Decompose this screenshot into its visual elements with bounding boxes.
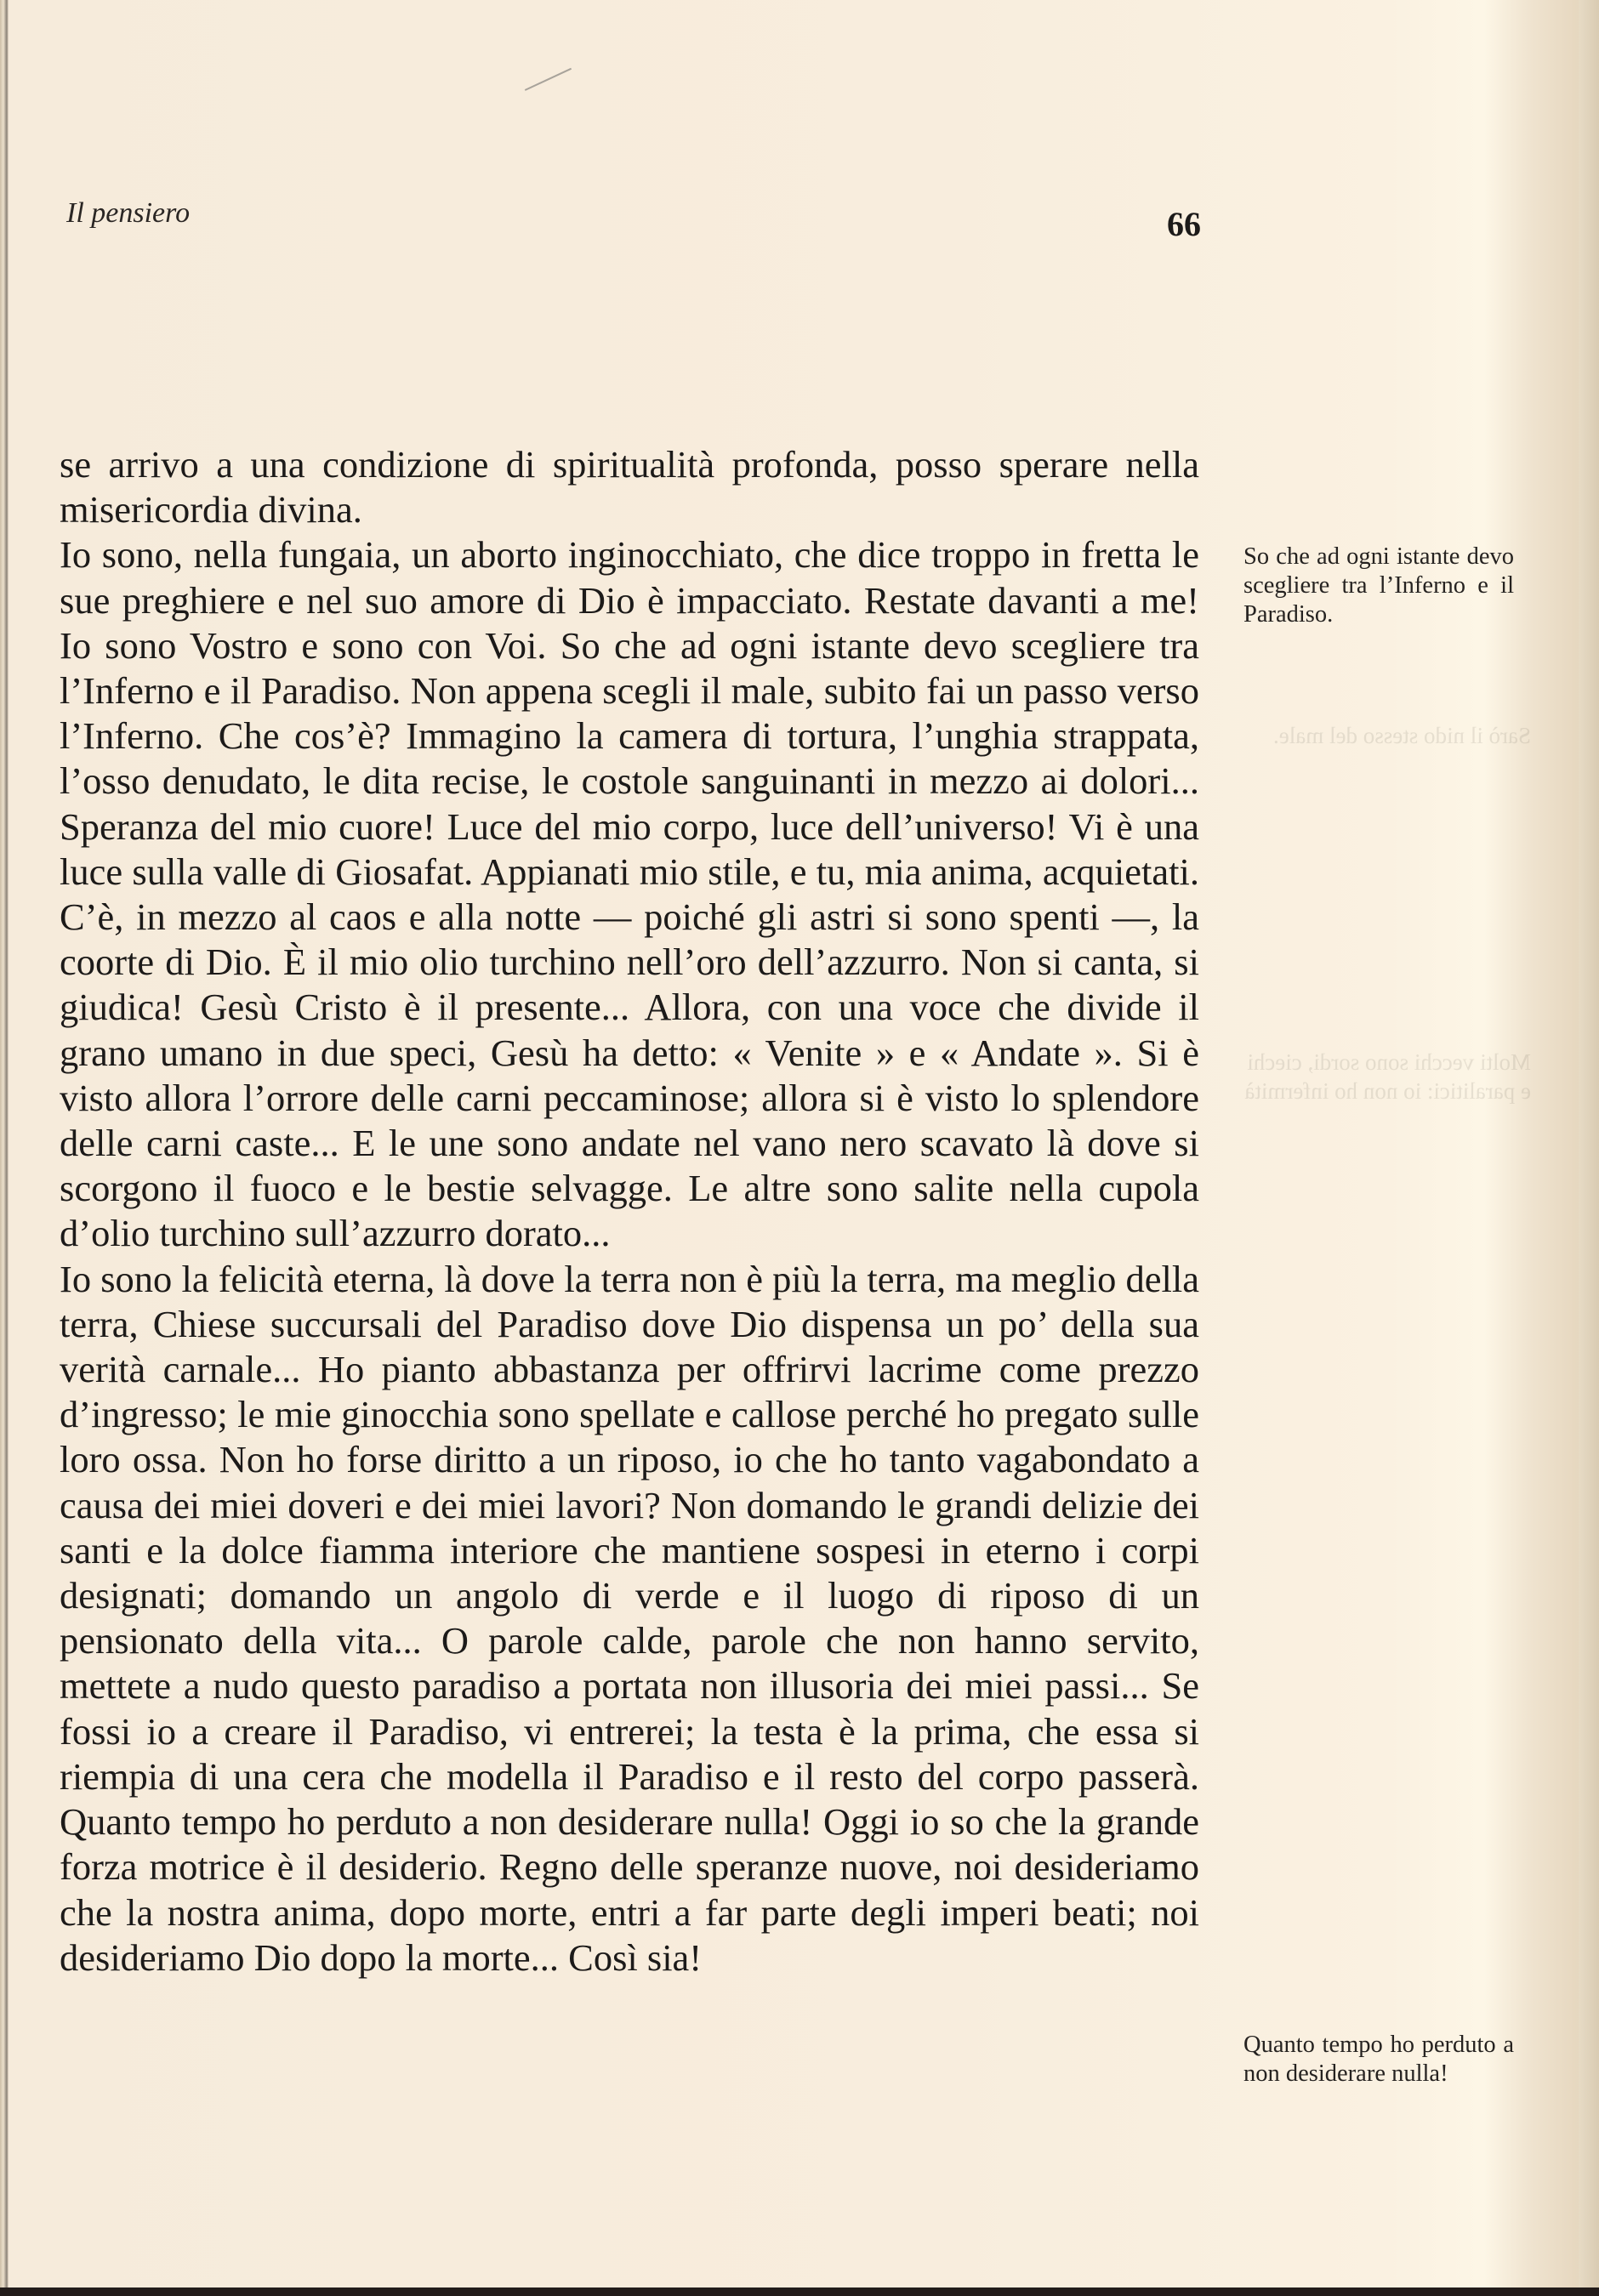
running-head: Il pensiero	[66, 197, 191, 229]
show-through-text: Molti vecchi sono sordi, ciechi e paralitici: io non ho infermità	[1244, 1049, 1531, 1104]
page-number: 66	[1167, 205, 1201, 243]
paragraph: Io sono la felicità eterna, là dove la terra non è più la terra, ma meglio della terra, Chiese succursali del Paradiso dove Dio dispensa un po’ della sua verità carnale... Ho pianto abbastanza per offrirvi lacrime come prezzo d’ingresso; le mie ginocchia sono spellate e callose perché ho pregato sulle loro ossa. Non ho forse diritto a un riposo, io che ho tanto vagabondato a causa dei miei doveri e dei miei lavori? Non domando le grandi delizie dei santi e la dolce fiamma interiore che mantiene sospesi in eterno i corpi designati; domando un angolo di verde e il luogo di riposo di un pensionato della vita... O parole calde, parole che non hanno servito, mettete a nudo questo paradiso a portata non illusoria dei miei passi... Se fossi io a creare il Paradiso, vi entrerei; la testa è la prima, che essa si riempia di una cera che modella il Paradiso e il resto del corpo passerà. Quanto tempo ho perduto a non desiderare nulla! Oggi io so che la grande forza motrice è il desiderio. Regno delle speranze nuove, noi desideriamo che la nostra anima, dopo morte, entri a far parte degli imperi beati; noi desideriamo Dio dopo la morte... Così sia!	[60, 1257, 1199, 1979]
scanner-bed-edge	[0, 2287, 1599, 2296]
marginal-note: Quanto tempo ho perduto a non desiderare nulla!	[1243, 2032, 1514, 2087]
pencil-mark	[525, 68, 589, 129]
page-edge	[1579, 0, 1599, 2296]
paragraph: Io sono, nella fungaia, un aborto inginocchiato, che dice troppo in fretta le sue preghiere e nel suo amore di Dio è impacciato. Restate davanti a me! Io sono Vostro e sono con Voi. So che ad ogni istante devo scegliere tra l’Inferno e il Paradiso. Non appena scegli il male, subito fai un passo verso l’Inferno. Che cos’è? Immagino la camera di tortura, l’unghia strappata, l’osso denudato, le dita recise, le costole sanguinanti in mezzo ai dolori... Speranza del mio cuore! Luce del mio corpo, luce dell’universo! Vi è una luce sulla valle di Giosafat. Appianati mio stile, e tu, mia anima, acquietati. C’è, in mezzo al caos e alla notte — poiché gli astri si sono spenti —, la coorte di Dio. È il mio olio turchino nell’oro dell’azzurro. Non si canta, si giudica! Gesù Cristo è il presente... Allora, con una voce che divide il grano umano in due speci, Gesù ha detto: « Venite » e « Andate ». Si è visto allora l’orrore delle carni peccaminose; allora si è visto lo splendore delle carni caste... E le une sono andate nel vano nero scavato là dove si scorgono il fuoco e le bestie selvagge. Le altre sono salite nella cupola d’olio turchino sull’azzurro dorato...	[60, 533, 1199, 1255]
binding-edge	[0, 0, 9, 2287]
main-text	[60, 442, 1199, 1981]
show-through-text: Sarò il nido stesso del male.	[1273, 723, 1531, 748]
marginal-note: So che ad ogni istante devo scegliere tra l’Inferno e il Paradiso.	[1243, 543, 1514, 628]
paragraph: se arrivo a una condizione di spiritualità profonda, posso sperare nella misericordia divina.	[60, 443, 1199, 531]
